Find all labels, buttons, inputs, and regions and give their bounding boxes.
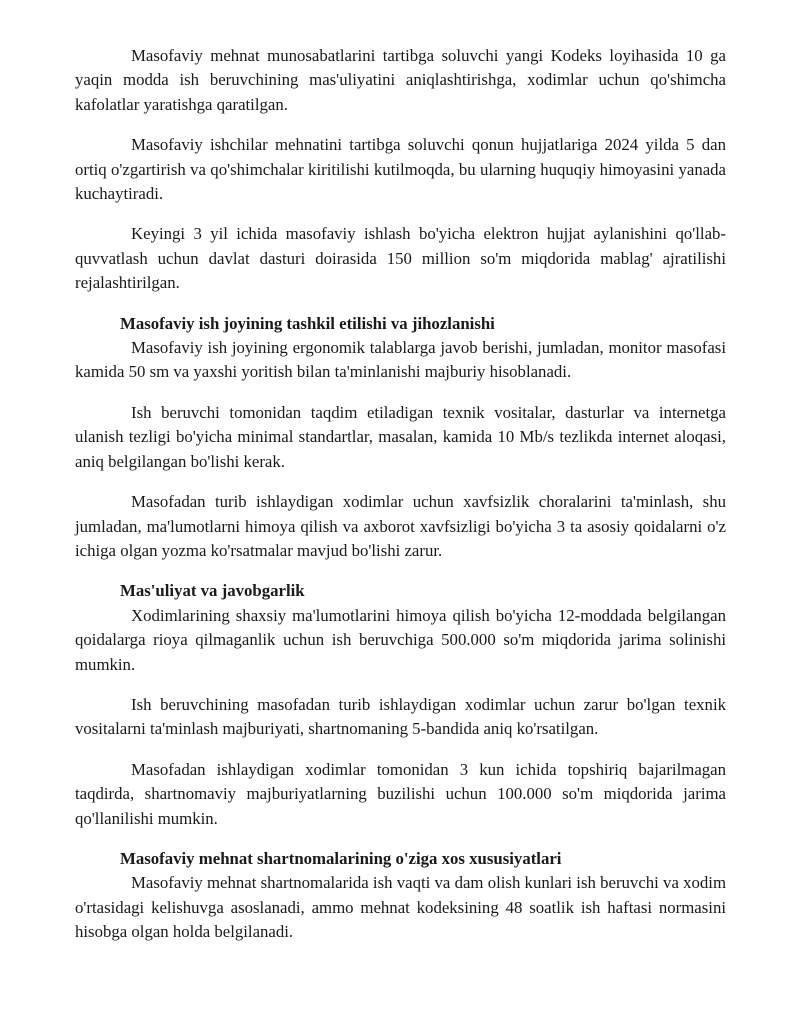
paragraph: Masofadan ishlaydigan xodimlar tomonidan 3 kun ichida topshiriq bajarilmagan taqdirda, shartnomaviy majburiyatlarning buzilishi uchun 100.000 so'm miqdorida jarima qo'llanilishi mumkin. — [75, 759, 726, 828]
paragraph: Masofadan turib ishlaydigan xodimlar uchun xavfsizlik choralarini ta'minlash, shu jumladan, ma'lumotlarni himoya qilish va axborot xavfsizligi bo'yicha 3 ta asosiy qoidalarni o'z ichiga olgan yozma ko'rsatmalar mavjud bo'lishi zarur. — [75, 492, 726, 560]
paragraph: Masofaviy ishchilar mehnatini tartibga soluvchi qonun hujjatlariga 2024 yilda 5 dan ortiq o'zgartirish va qo'shimchalar kiritilishi kutilmoqda, bu ularning huquqiy himoyasini yanada kuchaytiradi. — [75, 135, 726, 204]
paragraph: Xodimlarining shaxsiy ma'lumotlarini himoya qilish bo'yicha 12-moddada belgilangan qoidalarga rioya qilmaganlik uchun ish beruvchiga 500.000 so'm miqdorida jarima solinishi mumkin. — [75, 605, 726, 674]
paragraph: Masofaviy mehnat munosabatlarini tartibga soluvchi yangi Kodeks loyihasida 10 ga yaqin modda ish beruvchining mas'uliyatini aniqlashtirishga, xodimlar uchun qo'shimcha kafolatlar yaratishga qaratilgan. — [75, 46, 726, 114]
paragraph: Masofaviy ish joyining ergonomik talablarga javob berishi, jumladan, monitor masofasi kamida 50 sm va yaxshi yoritish bilan ta'minlanishi majburiy hisoblanadi. — [75, 338, 726, 382]
paragraph: Masofaviy mehnat shartnomalarida ish vaqti va dam olish kunlari ish beruvchi va xodim o'rtasidagi kelishuvga asoslanadi, ammo mehnat kodeksining 48 soatlik ish haftasi normasini hisobga olgan holda belgilanadi. — [75, 873, 726, 942]
section-heading: Mas'uliyat va javobgarlik — [120, 581, 305, 601]
paragraph: Ish beruvchining masofadan turib ishlaydigan xodimlar uchun zarur bo'lgan texnik vositalarni ta'minlash majburiyati, shartnomaning 5-bandida aniq ko'rsatilgan. — [75, 694, 726, 739]
paragraph: Keyingi 3 yil ichida masofaviy ishlash bo'yicha elektron hujjat aylanishini qo'llab-quvvatlash uchun davlat dasturi doirasida 150 million so'm miqdorida mablag' ajratilishi rejalashtirilgan. — [75, 224, 726, 293]
paragraph: Ish beruvchi tomonidan taqdim etiladigan texnik vositalar, dasturlar va internetga ulanish tezligi bo'yicha minimal standartlar, masalan, kamida 10 Mb/s tezlikda internet aloqasi, aniq belgilangan bo'lishi kerak. — [75, 402, 726, 471]
document-page — [75, 44, 726, 961]
section-heading: Masofaviy ish joyining tashkil etilishi va jihozlanishi — [120, 313, 495, 333]
section-heading: Masofaviy mehnat shartnomalarining o'ziga xos xususiyatlari — [120, 848, 562, 868]
